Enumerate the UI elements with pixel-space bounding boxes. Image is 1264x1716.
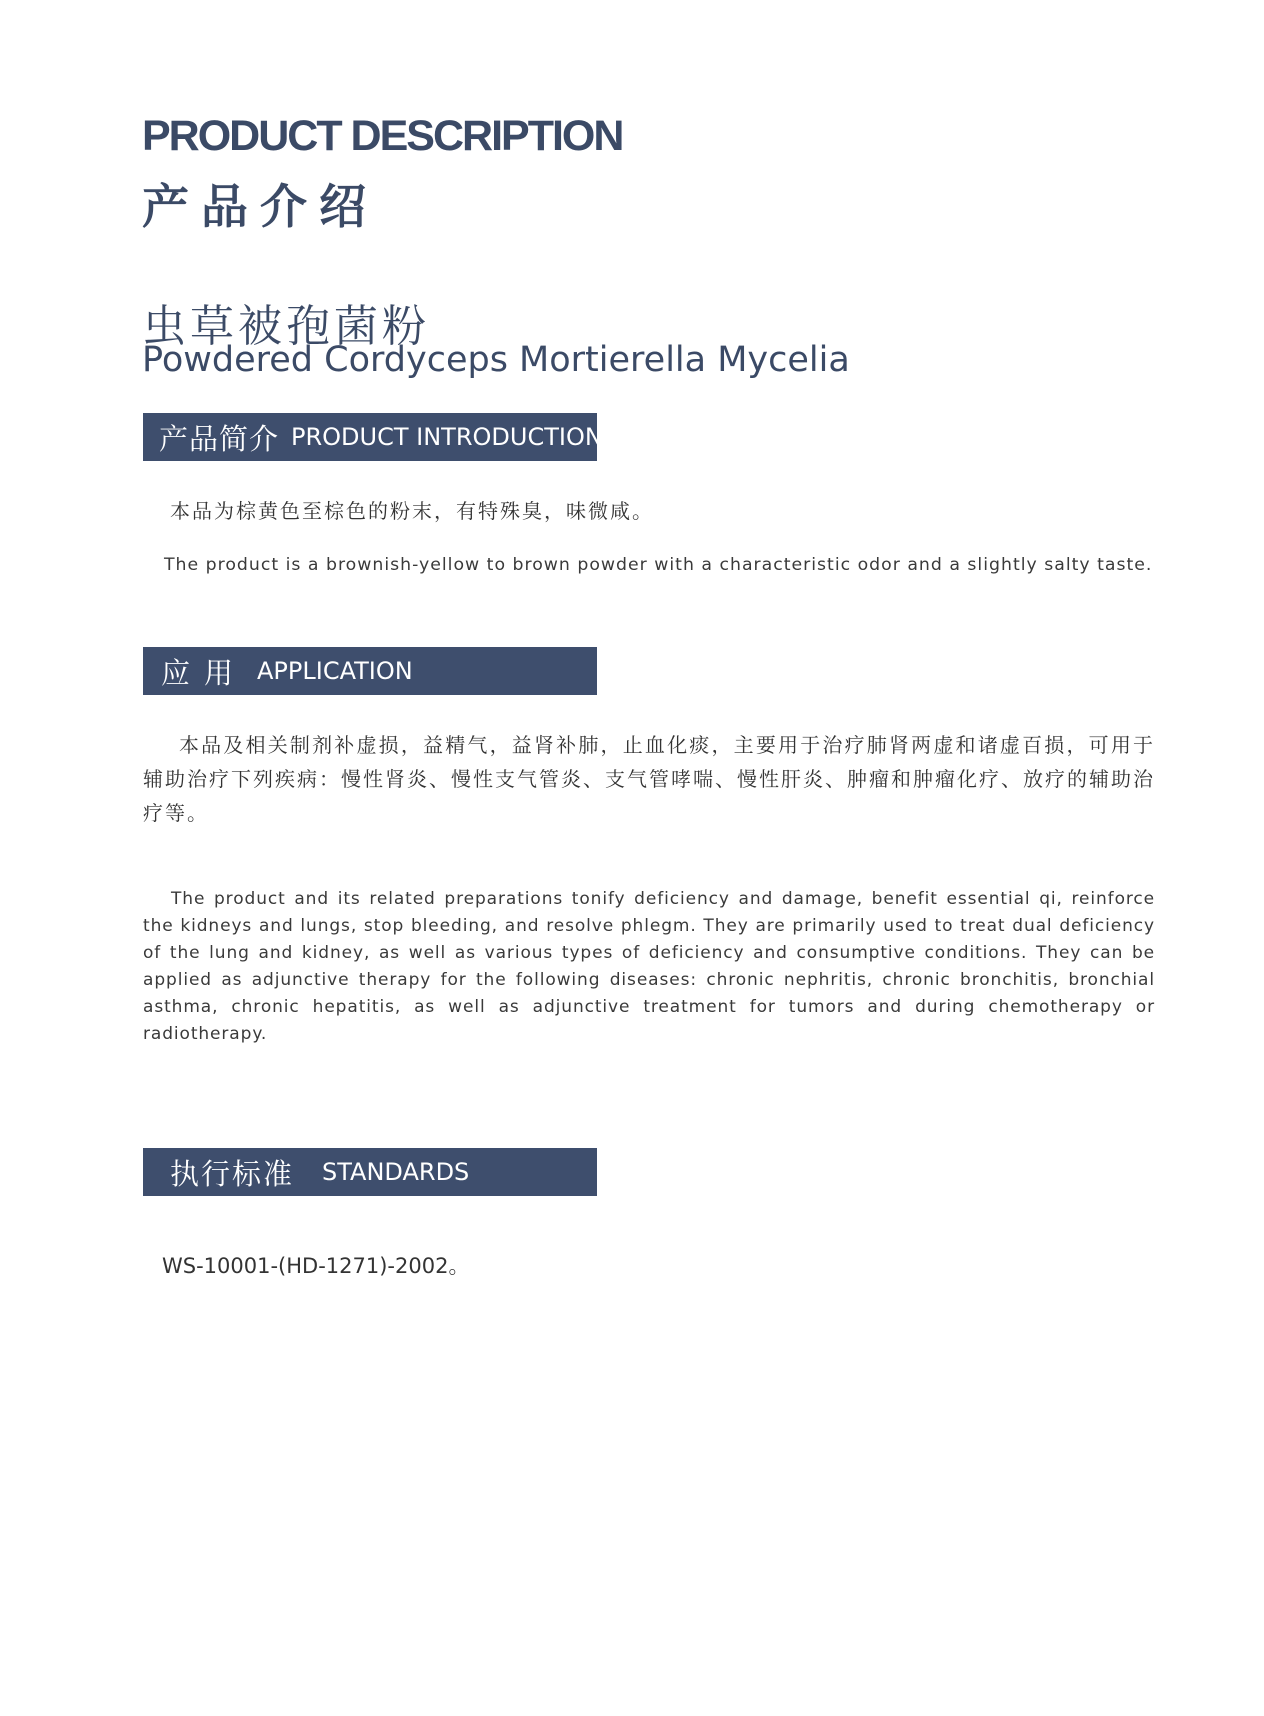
- product-name-en: Powdered Cordyceps Mortierella Mycelia: [142, 340, 850, 380]
- section-title-cn: 执行标准: [170, 1156, 295, 1191]
- section-header-introduction: [143, 413, 603, 461]
- introduction-text-en: The product is a brownish-yellow to brown powder with a characteristic odor and a slightly salty taste.: [164, 555, 1153, 575]
- section-title-en: APPLICATION: [257, 657, 413, 685]
- product-name-cn: 虫草被孢菌粉: [142, 301, 430, 352]
- standards-code: WS-10001-(HD-1271)-2002。: [162, 1254, 470, 1278]
- section-title-en: STANDARDS: [322, 1158, 470, 1186]
- section-title-cn: 产品简介: [159, 421, 280, 456]
- page-title-cn: 产品介绍: [142, 180, 378, 235]
- section-header-application: [143, 647, 597, 695]
- section-header-standards: [143, 1148, 597, 1196]
- section-title-cn: 应用: [161, 655, 248, 690]
- section-title-en: PRODUCT INTRODUCTION: [291, 423, 603, 451]
- page-title-en: PRODUCT DESCRIPTION: [142, 112, 623, 160]
- introduction-text-cn: 本品为棕黄色至棕色的粉末，有特殊臭，味微咸。: [170, 499, 654, 523]
- application-text-en: The product and its related preparations tonify deficiency and damage, benefit essential qi, reinforce the kidneys and lungs, stop bleeding, and resolve phlegm. They are primarily used to treat dual deficiency of the lung and kidney, as well as various types of deficiency and consumptive conditions. They can be applied as adjunctive therapy for the following diseases: chronic nephritis, chronic bronchitis, bronchial asthma, chronic hepatitis, as well as adjunctive treatment for tumors and during chemotherapy or radiotherapy.: [143, 889, 1155, 1044]
- application-text-cn: 本品及相关制剂补虚损，益精气，益肾补肺，止血化痰，主要用于治疗肺肾两虚和诸虚百损，可用于辅助治疗下列疾病：慢性肾炎、慢性支气管炎、支气管哮喘、慢性肝炎、肿瘤和肿瘤化疗、放疗的辅助治疗等。: [143, 733, 1155, 825]
